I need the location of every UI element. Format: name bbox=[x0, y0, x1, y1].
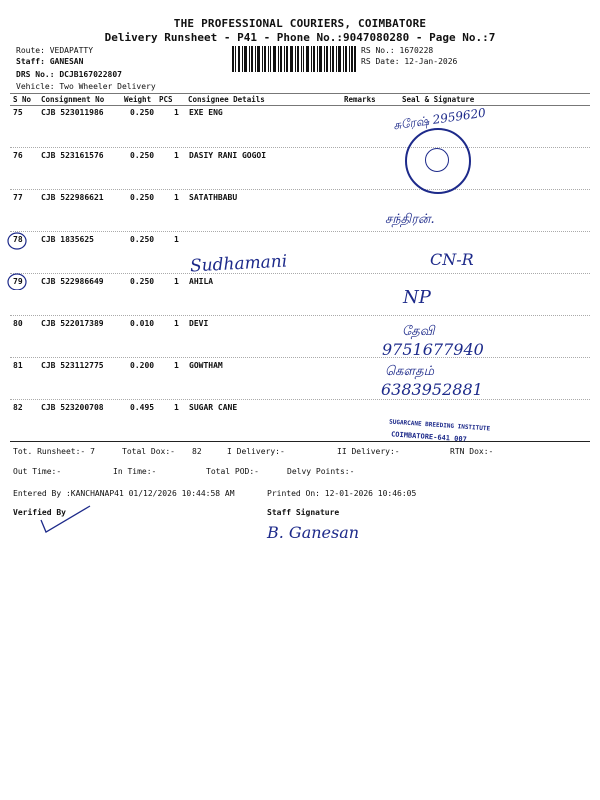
col-remarks: Remarks bbox=[344, 95, 376, 104]
round-stamp-76 bbox=[405, 128, 471, 194]
total-dox-value: 82 bbox=[192, 447, 202, 456]
row-pcs: 1 bbox=[174, 361, 179, 370]
row-consignment: CJB 522986649 bbox=[41, 277, 104, 286]
row-sno: 79 bbox=[13, 277, 23, 286]
signature-80-name: தேவி bbox=[402, 324, 435, 339]
signature-78: CN-R bbox=[430, 250, 474, 269]
circle-marks bbox=[5, 230, 29, 290]
total-pod: Total POD:- bbox=[206, 467, 259, 476]
rs-number: RS No.: 1670228 bbox=[361, 46, 434, 55]
barcode bbox=[232, 46, 356, 72]
signature-80-phone: 9751677940 bbox=[382, 340, 484, 359]
col-consignment: Consignment No bbox=[41, 95, 105, 104]
table-row bbox=[0, 319, 600, 361]
stamp-82-line2: COIMBATORE-641 007 bbox=[390, 430, 468, 444]
table-row bbox=[0, 193, 600, 235]
header-rule-top bbox=[10, 93, 590, 94]
row-weight: 0.250 bbox=[130, 277, 155, 286]
table-row bbox=[0, 151, 600, 193]
row-consignee: AHILA bbox=[189, 277, 214, 286]
signature-75: சுரேஷ் 2959620 bbox=[392, 105, 487, 133]
row-sno: 81 bbox=[13, 361, 23, 370]
row-consignment: CJB 522017389 bbox=[41, 319, 104, 328]
row-pcs: 1 bbox=[174, 403, 179, 412]
row-consignment: CJB 1835625 bbox=[41, 235, 94, 244]
signature-81-name: கௌதம் bbox=[385, 364, 435, 379]
col-weight: Weight bbox=[124, 95, 152, 104]
verified-tick-mark bbox=[38, 504, 94, 538]
company-title: THE PROFESSIONAL COURIERS, COIMBATORE bbox=[173, 17, 427, 30]
col-pcs: PCS bbox=[159, 95, 173, 104]
runsheet-subtitle: Delivery Runsheet - P41 - Phone No.:9047080280 - Page No.:7 bbox=[104, 31, 496, 44]
col-consignee: Consignee Details bbox=[188, 95, 265, 104]
row-consignee: EXE ENG bbox=[189, 108, 223, 117]
entered-by: Entered By :KANCHANAP41 01/12/2026 10:44:58 AM bbox=[13, 489, 235, 498]
row-pcs: 1 bbox=[174, 151, 179, 160]
table-row bbox=[0, 277, 600, 319]
row-divider bbox=[10, 315, 590, 316]
row-weight: 0.250 bbox=[130, 151, 155, 160]
row-divider bbox=[10, 357, 590, 358]
route: Route: VEDAPATTY bbox=[16, 46, 94, 55]
row-pcs: 1 bbox=[174, 277, 179, 286]
drs-number: DRS No.: DCJB167022807 bbox=[16, 70, 122, 79]
col-seal-signature: Seal & Signature bbox=[402, 95, 475, 104]
row-divider bbox=[10, 147, 590, 148]
row-weight: 0.010 bbox=[130, 319, 155, 328]
row-sno: 78 bbox=[13, 235, 23, 244]
row-consignee: SATATHBABU bbox=[189, 193, 238, 202]
col-sno: S No bbox=[13, 95, 32, 104]
table-rule-bottom bbox=[10, 441, 590, 442]
delvy-points: Delvy Points:- bbox=[287, 467, 355, 476]
row-consignee: GOWTHAM bbox=[189, 361, 223, 370]
rs-date: RS Date: 12-Jan-2026 bbox=[361, 57, 458, 66]
row-sno: 76 bbox=[13, 151, 23, 160]
table-row bbox=[0, 403, 600, 445]
staff-signature-label: Staff Signature bbox=[267, 508, 340, 517]
row-consignment: CJB 523200708 bbox=[41, 403, 104, 412]
stamp-82-line1: SUGARCANE BREEDING INSTITUTE bbox=[388, 418, 491, 433]
staff-signature: B. Ganesan bbox=[267, 523, 360, 542]
row-consignment: CJB 523011986 bbox=[41, 108, 104, 117]
row-divider bbox=[10, 273, 590, 274]
ii-delivery: II Delivery:- bbox=[337, 447, 400, 456]
row-sno: 77 bbox=[13, 193, 23, 202]
table-row bbox=[0, 361, 600, 403]
row-divider bbox=[10, 231, 590, 232]
row-sno: 82 bbox=[13, 403, 23, 412]
row-sno: 80 bbox=[13, 319, 23, 328]
verified-by-label: Verified By bbox=[13, 508, 66, 517]
row-pcs: 1 bbox=[174, 193, 179, 202]
header-rule-bottom bbox=[10, 105, 590, 106]
row-consignment: CJB 523161576 bbox=[41, 151, 104, 160]
rtn-dox: RTN Dox:- bbox=[450, 447, 494, 456]
vehicle: Vehicle: Two Wheeler Delivery bbox=[16, 82, 156, 91]
table-row bbox=[0, 105, 600, 150]
row-divider bbox=[10, 189, 590, 190]
printed-on: Printed On: 12-01-2026 10:46:05 bbox=[267, 489, 417, 498]
row-pcs: 1 bbox=[174, 319, 179, 328]
row-pcs: 1 bbox=[174, 108, 179, 117]
row-weight: 0.250 bbox=[130, 193, 155, 202]
staff: Staff: GANESAN bbox=[16, 57, 84, 66]
row-weight: 0.250 bbox=[130, 235, 155, 244]
row-sno: 75 bbox=[13, 108, 23, 117]
handwritten-name-78: Sudhamani bbox=[189, 251, 288, 277]
row-consignment: CJB 522986621 bbox=[41, 193, 104, 202]
signature-79: NP bbox=[403, 287, 431, 308]
out-time: Out Time:- bbox=[13, 467, 62, 476]
row-weight: 0.495 bbox=[130, 403, 155, 412]
row-consignee: SUGAR CANE bbox=[189, 403, 238, 412]
in-time: In Time:- bbox=[113, 467, 157, 476]
row-consignee: DEVI bbox=[189, 319, 209, 328]
table-row bbox=[0, 235, 600, 277]
row-consignment: CJB 523112775 bbox=[41, 361, 104, 370]
row-consignee: DASIY RANI GOGOI bbox=[189, 151, 267, 160]
row-weight: 0.200 bbox=[130, 361, 155, 370]
total-dox-label: Total Dox:- bbox=[122, 447, 175, 456]
i-delivery: I Delivery:- bbox=[227, 447, 285, 456]
row-divider bbox=[10, 399, 590, 400]
row-pcs: 1 bbox=[174, 235, 179, 244]
signature-77: சந்திரன். bbox=[385, 212, 435, 227]
signature-81-phone: 6383952881 bbox=[381, 380, 483, 399]
row-weight: 0.250 bbox=[130, 108, 155, 117]
tot-runsheet: Tot. Runsheet:- 7 bbox=[13, 447, 95, 456]
